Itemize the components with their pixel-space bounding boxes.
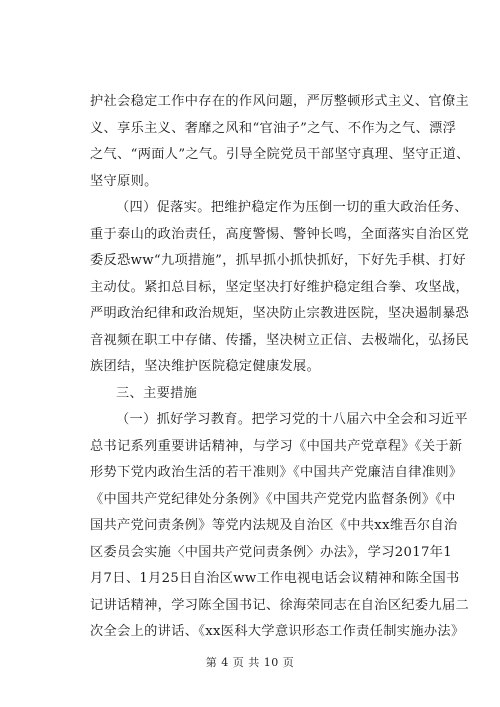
section-heading: 三、主要措施 bbox=[116, 386, 198, 401]
text-line: 主动仗。紧扣总目标，坚定坚决打好维护稳定组合拳、攻坚战， bbox=[90, 280, 470, 295]
text-line: 之气、“两面人”之气。引导全院党员干部坚守真理、坚守正道、 bbox=[90, 147, 470, 162]
text-line: 委反恐ww“九项措施”，抓早抓小抓快抓好，下好先手棋、打好 bbox=[90, 253, 466, 268]
text-line: 坚守原则。 bbox=[90, 174, 158, 189]
text-line: 月7日、1月25日自治区ww工作电视电话会议精神和陈全国书 bbox=[90, 571, 460, 586]
text-line: 记讲话精神，学习陈全国书记、徐海荣同志在自治区纪委九届二 bbox=[90, 598, 470, 613]
text-line: 总书记系列重要讲话精神，与学习《中国共产党章程》《关于新 bbox=[90, 439, 463, 454]
text-line: 重于泰山的政治责任，高度警惕、警钟长鸣，全面落实自治区党 bbox=[90, 227, 470, 242]
text-line: 严明政治纪律和政治规矩，坚决防止宗教进医院，坚决遏制暴恐 bbox=[90, 306, 470, 321]
paragraph-heading-1: （一）抓好学习教育。把学习党的十八届六中全会和习近平 bbox=[116, 412, 468, 427]
text-line: 护社会稳定工作中存在的作风问题，严厉整顿形式主义、官僚主 bbox=[90, 94, 470, 109]
text-line: 音视频在职工中存储、传播，坚决树立正信、去极端化，弘扬民 bbox=[90, 333, 470, 348]
text-line: 区委员会实施〈中国共产党问责条例〉办法》，学习2017年1 bbox=[90, 545, 452, 560]
page-footer: 第 4 页 共 10 页 bbox=[205, 656, 295, 669]
text-line: 国共产党问责条例》等党内法规及自治区《中共xx维吾尔自治 bbox=[90, 518, 458, 533]
text-line: 义、享乐主义、奢靡之风和“官油子”之气、不作为之气、漂浮 bbox=[90, 121, 457, 136]
text-line: 《中国共产党纪律处分条例》《中国共产党党内监督条例》《中 bbox=[90, 492, 456, 507]
paragraph-heading-4: （四）促落实。把维护稳定作为压倒一切的重大政治任务、 bbox=[116, 200, 468, 215]
text-line: 次全会上的讲话、《xx医科大学意识形态工作责任制实施办法》 bbox=[90, 624, 465, 639]
text-line: 族团结，坚决维护医院稳定健康发展。 bbox=[90, 359, 321, 374]
text-line: 形势下党内政治生活的若干准则》《中国共产党廉洁自律准则》 bbox=[90, 465, 463, 480]
